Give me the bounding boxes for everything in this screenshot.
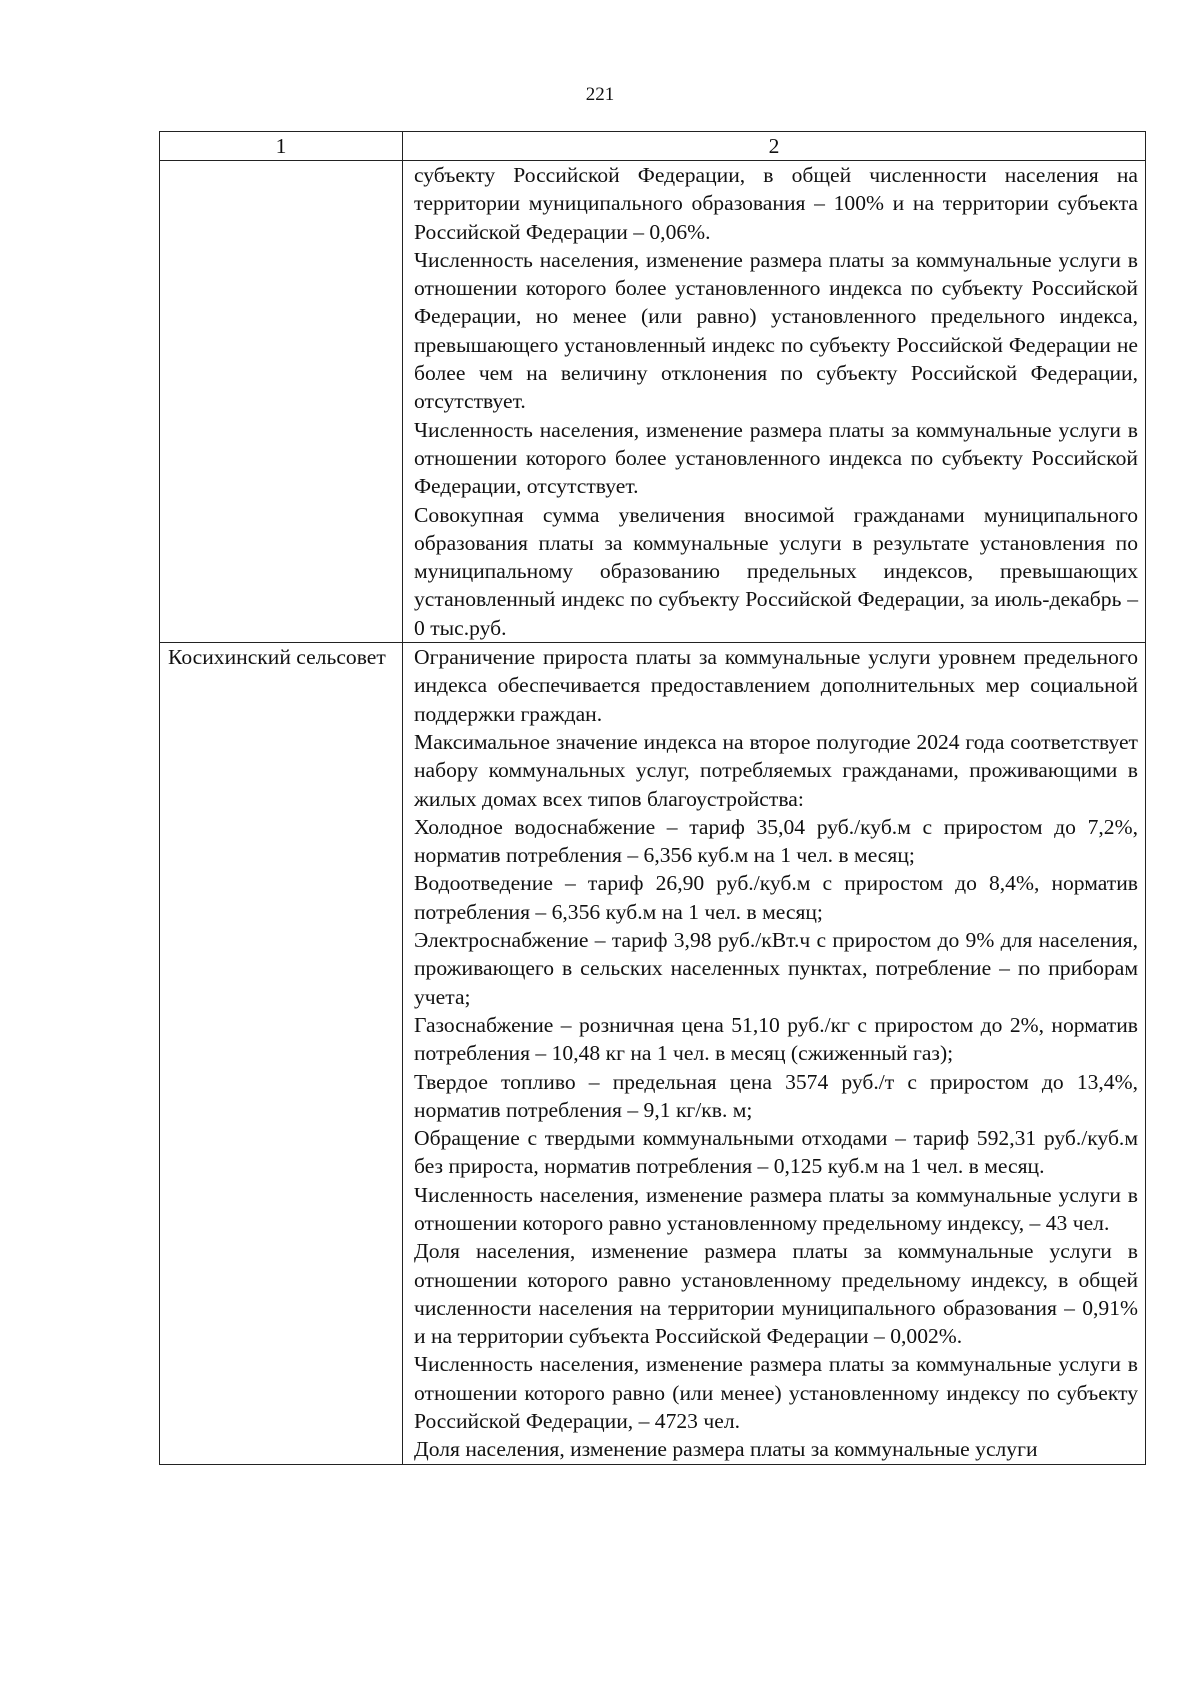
municipality-cell xyxy=(160,161,403,643)
paragraph: Численность населения, изменение размера платы за коммунальные услуги в отношении которого более установленного индекса по субъекту Российской Федерации, отсутствует. xyxy=(414,417,1138,499)
paragraph: Водоотведение – тариф 26,90 руб./куб.м с приростом до 8,4%, норматив потребления – 6,356 куб.м на 1 чел. в месяц; xyxy=(414,871,1138,924)
municipality-name: Косихинский сельсовет xyxy=(168,645,386,670)
tariff-table xyxy=(159,131,1146,1465)
paragraph: субъекту Российской Федерации, в общей численности населения на территории муниципального образования – 100% и на территории субъекта Российской Федерации – 0,06%. xyxy=(414,163,1138,244)
column-header-2: 2 xyxy=(403,132,1146,161)
page-number: 221 xyxy=(585,84,615,105)
paragraph: Электроснабжение – тариф 3,98 руб./кВт.ч с приростом до 9% для населения, проживающего в сельских населенных пунктах, потребление – по приборам учета; xyxy=(414,928,1138,1009)
paragraph: Максимальное значение индекса на второе полугодие 2024 года соответствует набору коммунальных услуг, потребляемых гражданами, проживающими в жилых домах всех типов благоустройства: xyxy=(414,729,1138,811)
paragraph: Численность населения, изменение размера платы за коммунальные услуги в отношении которого более установленного индекса по субъекту Российской Федерации, но менее (или равно) установленного предельного индекса, превышающего установленный индекс по субъекту Российской Федерации не более чем на величину отклонения по субъекту Российской Федерации, отсутствует. xyxy=(414,247,1138,414)
table-row xyxy=(160,643,1146,1465)
description-cell xyxy=(403,161,1146,643)
paragraph: Совокупная сумма увеличения вносимой гражданами муниципального образования платы за коммунальные услуги в результате установления по муниципальному образованию предельных индексов, превышающих установленный индекс по субъекту Российской Федерации, за июль-декабрь – 0 тыс.руб. xyxy=(414,502,1138,640)
paragraph: Твердое топливо – предельная цена 3574 руб./т с приростом до 13,4%, норматив потребления – 9,1 кг/кв. м; xyxy=(414,1069,1138,1122)
paragraph: Доля населения, изменение размера платы за коммунальные услуги xyxy=(414,1437,1038,1462)
paragraph: Ограничение прироста платы за коммунальные услуги уровнем предельного индекса обеспечивается предоставлением дополнительных мер социальной поддержки граждан. xyxy=(414,645,1138,726)
table-row xyxy=(160,161,1146,643)
description-cell xyxy=(403,643,1146,1465)
paragraph: Газоснабжение – розничная цена 51,10 руб./кг с приростом до 2%, норматив потребления – 10,48 кг на 1 чел. в месяц (сжиженный газ); xyxy=(414,1012,1138,1066)
paragraph: Численность населения, изменение размера платы за коммунальные услуги в отношении которого равно (или менее) установленному индексу по субъекту Российской Федерации, – 4723 чел. xyxy=(414,1352,1138,1434)
table-header-row xyxy=(160,132,1146,161)
paragraph: Обращение с твердыми коммунальными отходами – тариф 592,31 руб./куб.м без прироста, норматив потребления – 0,125 куб.м на 1 чел. в месяц. xyxy=(414,1126,1138,1179)
paragraph: Численность населения, изменение размера платы за коммунальные услуги в отношении которого равно установленному предельному индексу, – 43 чел. xyxy=(414,1182,1138,1235)
paragraph: Холодное водоснабжение – тариф 35,04 руб./куб.м с приростом до 7,2%, норматив потребления – 6,356 куб.м на 1 чел. в месяц; xyxy=(414,814,1138,868)
municipality-cell xyxy=(160,643,403,1465)
paragraph: Доля населения, изменение размера платы за коммунальные услуги в отношении которого равно установленному предельному индексу, в общей численности населения на территории муниципального образования – 0,91% и на территории субъекта Российской Федерации – 0,002%. xyxy=(414,1239,1138,1349)
column-header-1: 1 xyxy=(160,132,403,161)
